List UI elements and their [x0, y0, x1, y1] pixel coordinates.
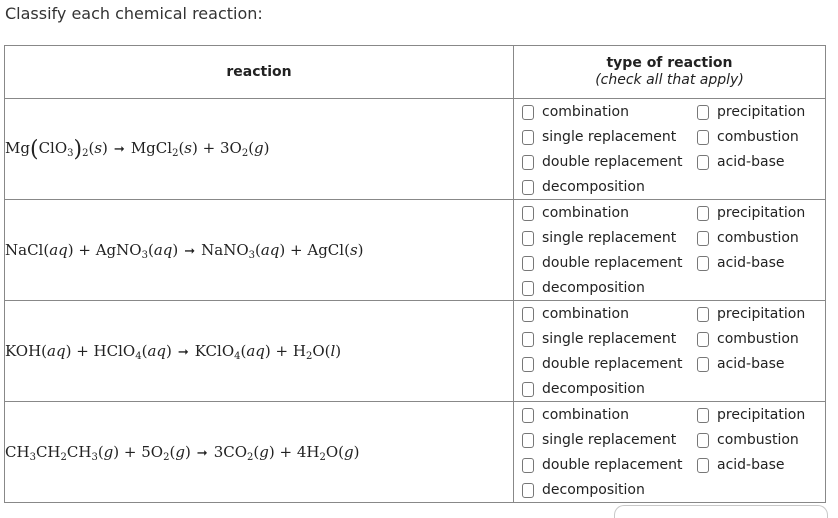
- option-combination[interactable]: combination: [522, 102, 629, 122]
- checkbox[interactable]: [522, 307, 534, 322]
- option-double-replacement[interactable]: double replacement: [522, 253, 683, 273]
- checkbox[interactable]: [697, 408, 709, 423]
- option-acid-base[interactable]: acid-base: [697, 152, 784, 172]
- option-single-replacement[interactable]: single replacement: [522, 228, 676, 248]
- checkbox[interactable]: [522, 155, 534, 170]
- option-single-replacement[interactable]: single replacement: [522, 127, 676, 147]
- option-acid-base[interactable]: acid-base: [697, 253, 784, 273]
- option-single-replacement[interactable]: single replacement: [522, 329, 676, 349]
- table-row: [5, 301, 826, 402]
- option-decomposition[interactable]: decomposition: [522, 278, 645, 298]
- reaction-equation-4: $CH_3CH_2CH_3(g) + 5O_2(g)$ ➞ $3CO_2(g) + 4H_2O(g)$: [5, 402, 514, 503]
- reaction-options-4: [514, 402, 826, 503]
- option-decomposition[interactable]: decomposition: [522, 379, 645, 399]
- checkbox[interactable]: [697, 256, 709, 271]
- reaction-options-3: [514, 301, 826, 402]
- checkbox[interactable]: [522, 206, 534, 221]
- checkbox[interactable]: [697, 458, 709, 473]
- checkbox[interactable]: [522, 130, 534, 145]
- option-single-replacement[interactable]: single replacement: [522, 430, 676, 450]
- option-combination[interactable]: combination: [522, 203, 629, 223]
- checkbox[interactable]: [697, 332, 709, 347]
- type-header-title: type of reaction: [606, 55, 733, 71]
- option-double-replacement[interactable]: double replacement: [522, 354, 683, 374]
- table-row: [5, 402, 826, 503]
- checkbox[interactable]: [522, 483, 534, 498]
- checkbox[interactable]: [697, 105, 709, 120]
- reaction-column-header: reaction: [5, 46, 514, 99]
- table-row: [5, 99, 826, 200]
- option-double-replacement[interactable]: double replacement: [522, 455, 683, 475]
- checkbox[interactable]: [522, 281, 534, 296]
- option-combustion[interactable]: combustion: [697, 430, 799, 450]
- option-acid-base[interactable]: acid-base: [697, 354, 784, 374]
- checkbox[interactable]: [697, 155, 709, 170]
- option-precipitation[interactable]: precipitation: [697, 405, 805, 425]
- checkbox[interactable]: [522, 256, 534, 271]
- table-header-row: [5, 46, 826, 99]
- checkbox[interactable]: [522, 332, 534, 347]
- checkbox[interactable]: [697, 307, 709, 322]
- checkbox[interactable]: [522, 433, 534, 448]
- option-combustion[interactable]: combustion: [697, 127, 799, 147]
- type-header-subtitle: (check all that apply): [595, 72, 744, 88]
- option-combustion[interactable]: combustion: [697, 228, 799, 248]
- type-column-header: [514, 46, 826, 99]
- option-precipitation[interactable]: precipitation: [697, 102, 805, 122]
- option-precipitation[interactable]: precipitation: [697, 304, 805, 324]
- checkbox[interactable]: [522, 408, 534, 423]
- checkbox[interactable]: [522, 382, 534, 397]
- checkbox[interactable]: [697, 206, 709, 221]
- option-combustion[interactable]: combustion: [697, 329, 799, 349]
- option-combination[interactable]: combination: [522, 405, 629, 425]
- reaction-options-1: [514, 99, 826, 200]
- reaction-table: [4, 45, 826, 503]
- checkbox[interactable]: [522, 180, 534, 195]
- checkbox[interactable]: [697, 231, 709, 246]
- checkbox[interactable]: [522, 105, 534, 120]
- checkbox[interactable]: [697, 357, 709, 372]
- option-acid-base[interactable]: acid-base: [697, 455, 784, 475]
- reaction-equation-3: KOH(aq) + HClO$_4$(aq) ➞ KClO$_4$(aq) + $H_2O(l)$: [5, 301, 514, 402]
- table-row: [5, 200, 826, 301]
- reaction-equation-1: $Mg(ClO_3)_2(s)$ ➞ MgCl$_2$(s) + $3O_2(g)$: [5, 99, 514, 200]
- checkbox[interactable]: [522, 458, 534, 473]
- reaction-equation-2: NaCl(aq) + AgNO$_3$(aq) ➞ NaNO$_3$(aq) + AgCl(s): [5, 200, 514, 301]
- question-prompt: Classify each chemical reaction:: [5, 4, 263, 23]
- checkbox[interactable]: [522, 357, 534, 372]
- option-combination[interactable]: combination: [522, 304, 629, 324]
- option-decomposition[interactable]: decomposition: [522, 177, 645, 197]
- reaction-options-2: [514, 200, 826, 301]
- checkbox[interactable]: [697, 433, 709, 448]
- option-double-replacement[interactable]: double replacement: [522, 152, 683, 172]
- option-decomposition[interactable]: decomposition: [522, 480, 645, 500]
- option-precipitation[interactable]: precipitation: [697, 203, 805, 223]
- bottom-panel-tab-edge: [614, 505, 828, 518]
- checkbox[interactable]: [522, 231, 534, 246]
- checkbox[interactable]: [697, 130, 709, 145]
